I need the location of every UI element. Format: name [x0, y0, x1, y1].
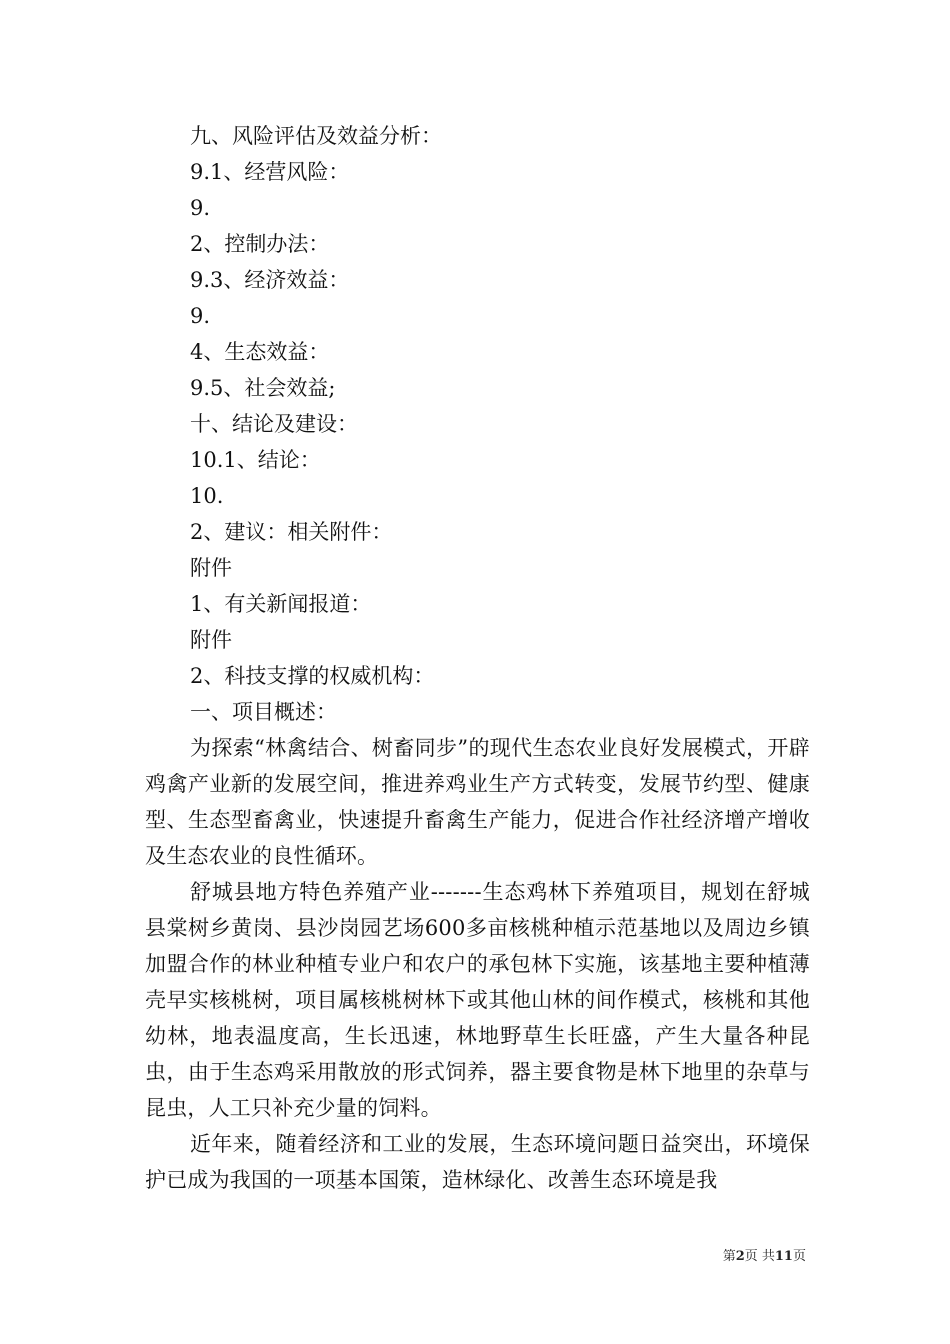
page-footer: [0, 1248, 950, 1266]
paragraph-project-description: 舒城县地方特色养殖产业-------生态鸡林下养殖项目，规划在舒城县棠树乡黄岗、县沙岗园艺场600多亩核桃种植示范基地以及周边乡镇加盟合作的林业种植专业户和农户的承包林下实施，该基地主要种植薄壳早实核桃树，项目属核桃树林下或其他山林的间作模式，核桃和其他幼林，地表温度高，生长迅速，林地野草生长旺盛，产生大量各种昆虫，由于生态鸡采用散放的形式饲养，器主要食物是林下地里的杂草与昆虫，人工只补充少量的饲料。: [145, 880, 810, 1120]
text-line: 9.: [190, 196, 211, 220]
text-line: 9.: [190, 304, 211, 328]
paragraph-overview-intro: 为探索“林禽结合、树畜同步”的现代生态农业良好发展模式，开辟鸡禽产业新的发展空间，推进养鸡业生产方式转变，发展节约型、健康型、生态型畜禽业，快速提升畜禽生产能力，促进合作社经济增产增收及生态农业的良性循环。: [145, 736, 810, 868]
subheading-suggestions: 2、建议：相关附件：: [190, 520, 393, 544]
page-body: [145, 118, 810, 1198]
appendix-label: 附件: [190, 628, 232, 652]
footer-middle: 页 共: [744, 1249, 775, 1264]
paragraph-environment: 近年来，随着经济和工业的发展，生态环境问题日益突出，环境保护已成为我国的一项基本国策，造林绿化、改善生态环境是我: [145, 1132, 810, 1192]
footer-suffix: 页: [792, 1249, 806, 1264]
appendix-news-reports: 1、有关新闻报道：: [190, 592, 372, 616]
subheading-conclusion: 10.1、结论：: [190, 448, 321, 472]
subheading-ecological-benefit: 4、生态效益：: [190, 340, 330, 364]
footer-prefix: 第: [722, 1249, 736, 1264]
footer-total-pages: 11: [774, 1249, 793, 1264]
heading-risk-analysis: 九、风险评估及效益分析：: [190, 124, 442, 148]
footer-page-number: 2: [735, 1249, 745, 1264]
subheading-control-methods: 2、控制办法：: [190, 232, 330, 256]
appendix-label: 附件: [190, 556, 232, 580]
heading-conclusion: 十、结论及建设：: [190, 412, 358, 436]
heading-project-overview: 一、项目概述：: [190, 700, 337, 724]
appendix-tech-support: 2、科技支撑的权威机构：: [190, 664, 435, 688]
subheading-social-benefit: 9.5、社会效益;: [190, 376, 336, 400]
text-line: 10.: [190, 484, 224, 508]
subheading-operating-risk: 9.1、经营风险：: [190, 160, 350, 184]
subheading-economic-benefit: 9.3、经济效益：: [190, 268, 350, 292]
